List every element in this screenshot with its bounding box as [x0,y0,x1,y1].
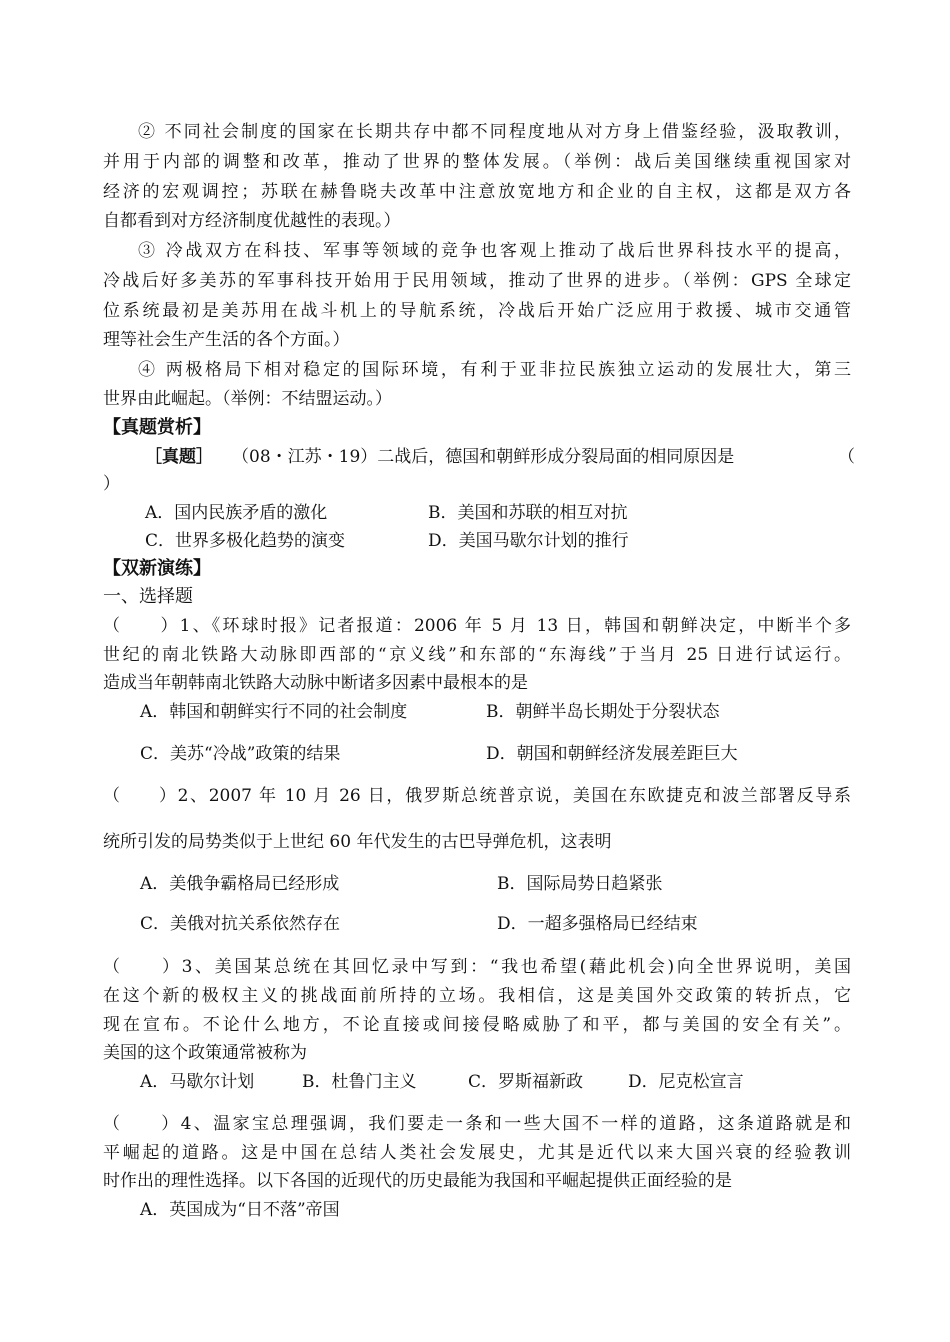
question-2-line: （ ）2、2007 年 10 月 26 日，俄罗斯总统普京说，美国在东欧捷克和波兰部署反导系 [103,786,851,806]
question-2-option-d: D．一超多强格局已经结束 [497,914,698,934]
paragraph-4-line: 世界由此崛起。（举例：不结盟运动。） [103,389,392,409]
zhenti-option-b: B．美国和苏联的相互对抗 [428,503,628,523]
zhenti-tag: ［真题］ [145,447,213,467]
practice-heading: 【双新演练】 [103,558,211,579]
question-3-line: （ ）3、美国某总统在其回忆录中写到：“我也希望(藉此机会)向全世界说明，美国 [103,957,851,977]
paragraph-3-line: 理等社会生产生活的各个方面。） [103,330,350,350]
question-2-option-a: A．美俄争霸格局已经形成 [140,874,340,894]
paragraph-2-line: 经济的宏观调控；苏联在赫鲁晓夫改革中注意放宽地方和企业的自主权，这都是双方各 [103,182,851,202]
paragraph-2-line: 并用于内部的调整和改革，推动了世界的整体发展。（举例：战后美国继续重视国家对 [103,152,851,172]
question-3-option-b: B．杜鲁门主义 [302,1072,417,1092]
question-1-option-a: A．韩国和朝鲜实行不同的社会制度 [140,702,408,722]
zhenti-option-c: C．世界多极化趋势的演变 [145,531,346,551]
question-3-option-c: C．罗斯福新政 [468,1072,584,1092]
question-1-option-d: D．朝国和朝鲜经济发展差距巨大 [486,744,738,764]
zhenti-heading: 【真题赏析】 [103,417,211,438]
paragraph-4-line: ④ 两极格局下相对稳定的国际环境，有利于亚非拉民族独立运动的发展壮大，第三 [138,360,851,380]
zhenti-question: （08・江苏・19）二战后，德国和朝鲜形成分裂局面的相同原因是 [232,447,735,467]
question-1-line: 世纪的南北铁路大动脉即西部的“京义线”和东部的“东海线”于当月 25 日进行试运行。 [103,645,851,665]
question-2-line: 统所引发的局势类似于上世纪 60 年代发生的古巴导弹危机，这表明 [103,832,612,852]
paragraph-2-line: 自都看到对方经济制度优越性的表现。） [103,211,401,231]
question-1-option-c: C．美苏“冷战”政策的结果 [140,744,341,764]
question-1-option-b: B．朝鲜半岛长期处于分裂状态 [486,702,720,722]
paragraph-2-line: ② 不同社会制度的国家在长期共存中都不同程度地从对方身上借鉴经验，汲取教训， [138,122,851,142]
question-4-line: 时作出的理性选择。以下各国的近现代的历史最能为我国和平崛起提供正面经验的是 [103,1171,732,1191]
question-1-line: （ ）1、《环球时报》记者报道：2006 年 5 月 13 日，韩国和朝鲜决定，中断半个多 [103,616,851,636]
question-4-line: （ ）4、温家宝总理强调，我们要走一条和一些大国不一样的道路，这条道路就是和 [103,1114,851,1134]
question-2-option-b: B．国际局势日趋紧张 [497,874,663,894]
practice-subheading: 一、选择题 [103,586,193,607]
question-3-option-d: D．尼克松宣言 [628,1072,744,1092]
question-1-line: 造成当年朝韩南北铁路大动脉中断诸多因素中最根本的是 [103,673,528,693]
zhenti-option-d: D．美国马歇尔计划的推行 [428,531,629,551]
paragraph-3-line: 位系统最初是美苏用在战斗机上的导航系统，冷战后开始广泛应用于救援、城市交通管 [103,301,851,321]
zhenti-option-a: A．国内民族矛盾的激化 [145,503,328,523]
paragraph-3-line: ③ 冷战双方在科技、军事等领域的竞争也客观上推动了战后世界科技水平的提高， [138,241,851,261]
question-3-option-a: A．马歇尔计划 [140,1072,255,1092]
question-2-option-c: C．美俄对抗关系依然存在 [140,914,341,934]
question-3-line: 现在宣布。不论什么地方，不论直接或间接侵略威胁了和平，都与美国的安全有关”。 [103,1015,851,1035]
question-3-line: 在这个新的极权主义的挑战面前所持的立场。我相信，这是美国外交政策的转折点，它 [103,986,851,1006]
question-4-line: 平崛起的道路。这是中国在总结人类社会发展史，尤其是近代以来大国兴衰的经验教训 [103,1143,851,1163]
question-4-option-a: A．英国成为“日不落”帝国 [140,1200,340,1220]
answer-paren-open: （ [838,447,855,467]
question-3-line: 美国的这个政策通常被称为 [103,1043,307,1063]
paragraph-3-line: 冷战后好多美苏的军事科技开始用于民用领域，推动了世界的进步。（举例：GPS 全球定 [103,271,851,291]
answer-paren-close: ） [103,474,120,494]
